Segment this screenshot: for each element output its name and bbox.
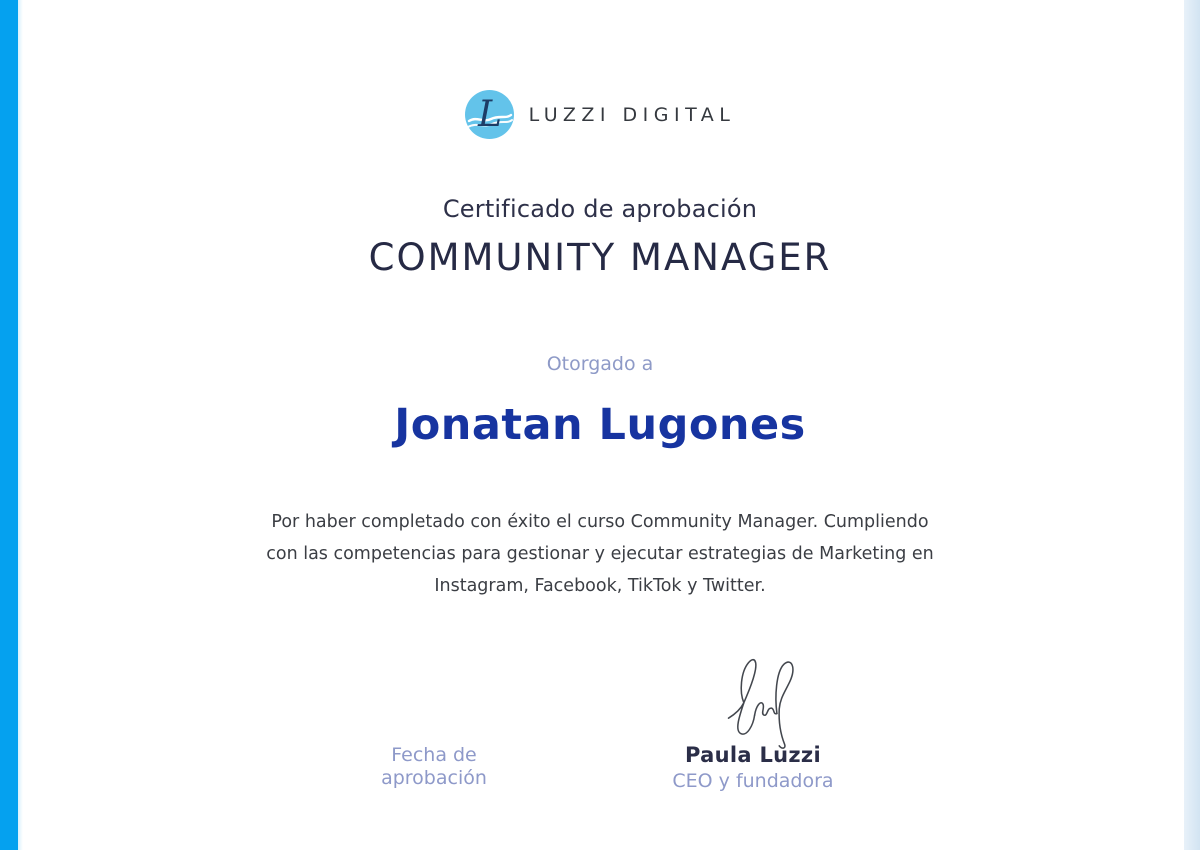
body-line: con las competencias para gestionar y ejecutar estrategias de Marketing en <box>266 544 934 564</box>
brand-wordmark: LUZZI DIGITAL <box>528 103 736 126</box>
signer-name: Paula Luzzi <box>685 743 821 767</box>
recipient-label: Otorgado a <box>546 353 654 375</box>
body-line: Por haber completado con éxito el curso Community Manager. Cumpliendo <box>271 512 929 532</box>
approval-date-line: Fecha de <box>391 744 477 766</box>
brand-header <box>0 90 1200 139</box>
logo-monogram: L <box>477 94 502 135</box>
approval-date-label <box>334 744 534 790</box>
recipient-name: Jonatan Lugones <box>394 400 806 450</box>
signer-role: CEO y fundadora <box>672 770 834 792</box>
certificate-subtitle: Certificado de aprobación <box>442 195 758 223</box>
approval-date-line: aprobación <box>381 767 487 789</box>
certificate-title: COMMUNITY MANAGER <box>368 236 832 279</box>
signature-icon <box>717 652 803 752</box>
signature-block <box>643 652 863 792</box>
certificate-body <box>0 506 1200 602</box>
luzzi-logo-icon <box>465 90 514 139</box>
body-line: Instagram, Facebook, TikTok y Twitter. <box>434 576 766 596</box>
